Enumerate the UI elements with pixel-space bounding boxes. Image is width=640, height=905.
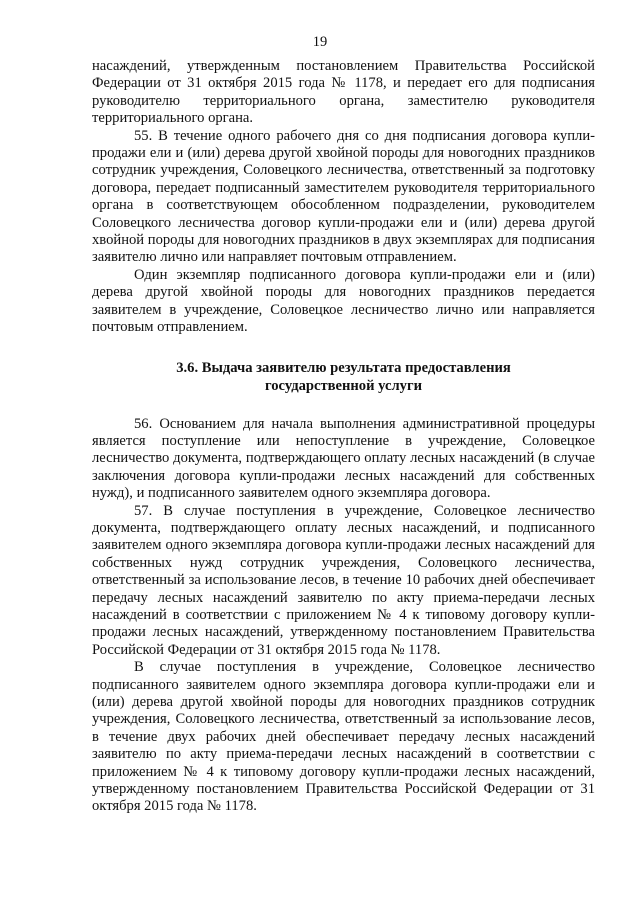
paragraph-continuation: насаждений, утвержденным постановлением Правительства Российской Федерации от 31 октября 2015 года № 1178, и передает его для подписания руководителю территориального органа, заместителю руководителя территориального органа. bbox=[92, 58, 595, 127]
paragraph-57-second: В случае поступления в учреждение, Соловецкое лесничество подписанного заявителем одного экземпляра договора купли-продажи ели и (или) дерева другой хвойной породы для новогодних праздников сотрудник учреждения, Соловецкого лесничества, ответственный за использование лесов, в течение двух рабочих дней обеспечивает передачу лесных насаждений заявителю по акту приема-передачи лесных насаждений в соответствии с приложением № 4 к типовому договору купли-продажи лесных насаждений, утвержденному постановлением Правительства Российской Федерации от 31 октября 2015 года № 1178. bbox=[92, 659, 595, 815]
paragraph-55-second: Один экземпляр подписанного договора купли-продажи ели и (или) дерева другой хвойной породы для новогодних праздников передается заявителем в учреждение, Соловецкое лесничество лично или направляется почтовым отправлением. bbox=[92, 266, 595, 336]
page-number: 19 bbox=[312, 34, 328, 50]
paragraph-57: 57. В случае поступления в учреждение, Соловецкое лесничество документа, подтверждающего оплату лесных насаждений, и подписанного заявителем одного экземпляра договора купли-продажи лесных насаждений для собственных нужд сотрудник учреждения, Соловецкого лесничества, ответственный за использование лесов, в течение 10 рабочих дней обеспечивает передачу лесных насаждений заявителю по акту приема-передачи лесных насаждений в соответствии с приложением № 4 к типовому договору купли-продажи лесных насаждений, утвержденному постановлением Правительства Российской Федерации от 31 октября 2015 года № 1178. bbox=[92, 502, 595, 658]
paragraph-56: 56. Основанием для начала выполнения административной процедуры является поступление или непоступление в учреждение, Соловецкое лесничество документа, подтверждающего оплату лесных насаждений (в случае заключения договора купли-продажи лесных насаждений для собственных нужд), и подписанного заявителем одного экземпляра договора. bbox=[92, 415, 595, 502]
section-heading bbox=[92, 359, 595, 396]
paragraph-55: 55. В течение одного рабочего дня со дня подписания договора купли-продажи ели и (или) дерева другой хвойной породы для новогодних праздников сотрудник учреждения, Соловецкого лесничества, ответственный за подготовку договора, передает подписанный заместителем руководителя территориального органа в соответствующем обособленном подразделении, руководителем Соловецкого лесничества договор купли-продажи ели и (или) дерева другой хвойной породы для новогодних праздников в двух экземплярах для подписания заявителю лично или направляет почтовым отправлением. bbox=[92, 127, 596, 266]
section-heading-line-1: 3.6. Выдача заявителю результата предоставления bbox=[176, 359, 511, 376]
section-heading-line-2: государственной услуги bbox=[264, 378, 423, 394]
document-body bbox=[92, 58, 595, 816]
